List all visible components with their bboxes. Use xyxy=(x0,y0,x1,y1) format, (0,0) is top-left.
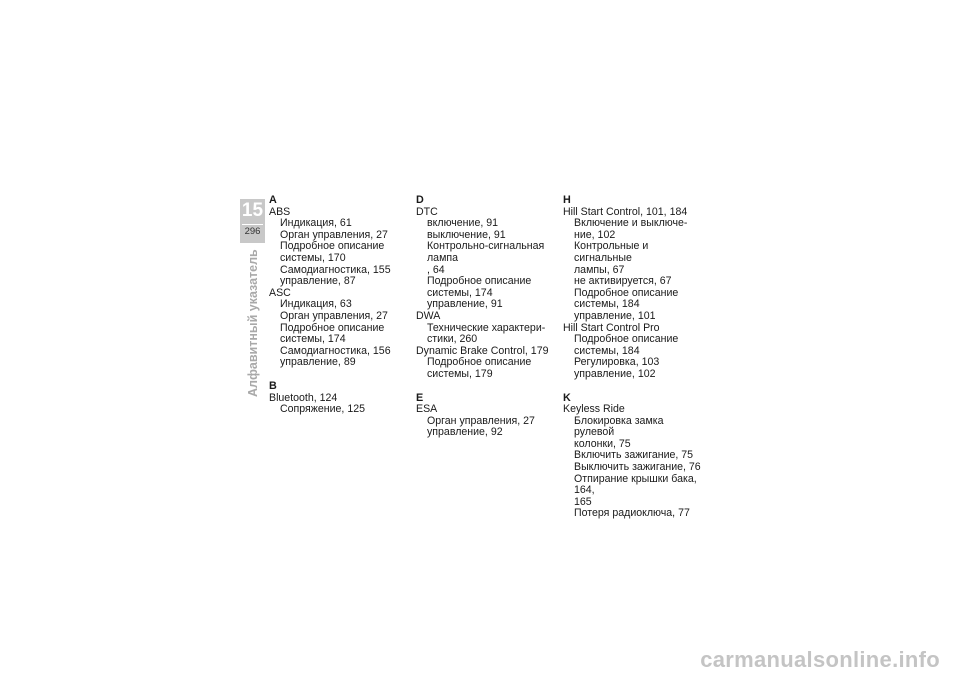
index-entry-bluetooth: Bluetooth, 124 xyxy=(269,391,338,404)
subentry: системы, 170 xyxy=(280,251,346,264)
subentry: управление, 91 xyxy=(427,298,503,311)
subentry: Подробное описание xyxy=(574,333,679,346)
index-entry-hill-start-control-pro: Hill Start Control Pro xyxy=(563,321,660,334)
subentry: управление, 87 xyxy=(280,275,356,288)
index-entry-asc: ASC xyxy=(269,286,291,299)
subentry: системы, 174 xyxy=(427,286,493,299)
index-entry-abs: ABS xyxy=(269,205,291,218)
subentry: управление, 101 xyxy=(574,309,656,322)
chapter-number: 15 xyxy=(241,200,264,221)
section-letter: K xyxy=(563,391,571,404)
subentry: системы, 179 xyxy=(427,367,493,380)
index-entry-hill-start-control: Hill Start Control, 101, 184 xyxy=(563,205,688,218)
subentry: Подробное описание xyxy=(427,275,532,288)
subentry: Подробное описание xyxy=(280,240,385,253)
section-letter: E xyxy=(416,391,424,404)
subentry: Подробное описание xyxy=(427,356,532,369)
index-entry-dynamic-brake-control: Dynamic Brake Control, 179 xyxy=(416,344,549,357)
index-column-2 xyxy=(416,195,556,451)
section-letter: H xyxy=(563,194,571,206)
index-section-e xyxy=(416,393,556,439)
index-section-d xyxy=(416,195,556,381)
subentry: Контрольно-сигнальная лампа xyxy=(427,240,545,264)
subentry: Сопряжение, 125 xyxy=(280,403,365,416)
subentry: Выключить зажигание, 76 xyxy=(574,461,701,474)
subentry: Технические характери- xyxy=(427,321,546,334)
subentry: Подробное описание xyxy=(280,321,385,334)
subentry-list xyxy=(563,416,703,520)
subentry: включение, 91 xyxy=(427,217,499,230)
index-column-1 xyxy=(269,195,409,428)
subentry-list xyxy=(563,218,703,322)
index-section-k xyxy=(563,393,703,521)
subentry-list xyxy=(416,218,556,311)
subentry: 165 xyxy=(574,495,592,508)
index-section-a xyxy=(269,195,409,369)
subentry: Блокировка замка рулевой xyxy=(574,414,664,439)
subentry: системы, 184 xyxy=(574,298,640,311)
subentry: , 64 xyxy=(427,263,445,276)
subentry: Орган управления, 27 xyxy=(280,309,388,322)
subentry: Орган управления, 27 xyxy=(427,414,535,427)
page-number: 296 xyxy=(244,226,261,237)
subentry: стики, 260 xyxy=(427,333,478,346)
subentry: Самодиагностика, 155 xyxy=(280,263,391,276)
index-entry-dtc: DTC xyxy=(416,205,438,218)
index-column-3 xyxy=(563,195,703,532)
section-letter: B xyxy=(269,379,277,392)
index-section-h xyxy=(563,195,703,381)
chapter-title: Алфавитный указатель xyxy=(246,249,260,397)
subentry: ние, 102 xyxy=(574,228,616,241)
subentry: Включить зажигание, 75 xyxy=(574,449,694,462)
watermark: carmanualsonline.info xyxy=(700,647,940,672)
section-letter: A xyxy=(269,194,277,206)
subentry: управление, 89 xyxy=(280,356,356,369)
subentry-list xyxy=(269,299,409,369)
subentry-list xyxy=(269,404,409,416)
subentry: колонки, 75 xyxy=(574,437,631,450)
index-entry-dwa: DWA xyxy=(416,309,441,322)
subentry: Отпирание крышки бака, 164, xyxy=(574,472,697,497)
chapter-tab xyxy=(240,199,265,243)
subentry: Включение и выключе- xyxy=(574,217,688,230)
subentry: Индикация, 63 xyxy=(280,298,352,311)
chapter-divider xyxy=(242,224,263,225)
subentry: Орган управления, 27 xyxy=(280,228,388,241)
subentry: выключение, 91 xyxy=(427,228,506,241)
subentry: Подробное описание xyxy=(574,286,679,299)
subentry-list xyxy=(416,357,556,380)
index-entry-keyless-ride: Keyless Ride xyxy=(563,403,625,416)
section-letter: D xyxy=(416,194,424,206)
subentry-list xyxy=(416,416,556,439)
subentry: не активируется, 67 xyxy=(574,275,672,288)
subentry: Регулировка, 103 xyxy=(574,356,660,369)
subentry: лампы, 67 xyxy=(574,263,625,276)
subentry: Индикация, 61 xyxy=(280,217,352,230)
subentry: управление, 102 xyxy=(574,367,656,380)
subentry: Самодиагностика, 156 xyxy=(280,344,391,357)
subentry: системы, 174 xyxy=(280,333,346,346)
subentry: Потеря радиоключа, 77 xyxy=(574,507,690,520)
subentry-list xyxy=(563,334,703,380)
subentry: системы, 184 xyxy=(574,344,640,357)
index-section-b xyxy=(269,381,409,416)
subentry: Контрольные и сигнальные xyxy=(574,240,649,264)
index-entry-esa: ESA xyxy=(416,403,438,416)
subentry-list xyxy=(416,323,556,346)
subentry: управление, 92 xyxy=(427,426,503,439)
subentry-list xyxy=(269,218,409,288)
